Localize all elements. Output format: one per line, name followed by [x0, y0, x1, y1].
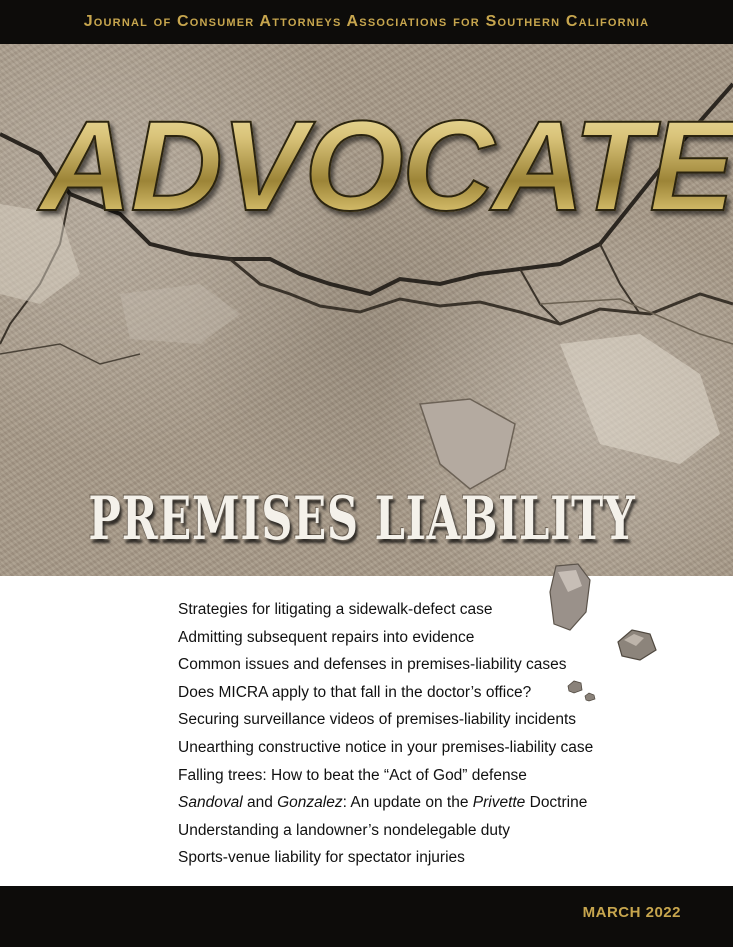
contents-item: Strategies for litigating a sidewalk-defect case — [178, 601, 493, 618]
contents-item: Understanding a landowner’s nondelegable duty — [178, 821, 511, 839]
case-connector: and — [242, 794, 278, 812]
footer-bar — [0, 886, 733, 947]
contents-item: Securing surveillance videos of premises-liability incidents — [178, 711, 577, 729]
contents-item: Admitting subsequent repairs into evidence — [178, 628, 475, 646]
case-end-text: Doctrine — [525, 794, 588, 812]
doctrine-name-privette: Privette — [472, 794, 526, 812]
contents-item: Sports-venue liability for spectator injuries — [178, 849, 465, 867]
contents-item: Does MICRA apply to that fall in the doctor’s office? — [178, 683, 532, 701]
case-name-sandoval: Sandoval — [178, 794, 243, 812]
contents-item-privette — [178, 789, 678, 817]
contents-item: Common issues and defenses in premises-liability cases — [178, 656, 567, 674]
case-name-gonzalez: Gonzalez — [277, 794, 343, 812]
header-bar — [0, 0, 733, 44]
contents-item: Falling trees: How to beat the “Act of God” defense — [178, 766, 527, 784]
journal-tagline: Journal of Consumer Attorneys Associations for Southern California — [83, 13, 650, 30]
issue-date: MARCH 2022 — [582, 904, 681, 921]
cover-feature-title — [88, 474, 636, 564]
cover-image — [0, 44, 733, 576]
magazine-masthead — [40, 92, 733, 242]
contents-item: Unearthing constructive notice in your premises-liability case — [178, 738, 594, 756]
table-of-contents — [178, 596, 678, 872]
case-middle-text: : An update on the — [342, 794, 473, 812]
feature-title-text: PREMISES LIABILITY — [88, 484, 636, 554]
masthead-title: ADVOCATE — [40, 95, 733, 238]
